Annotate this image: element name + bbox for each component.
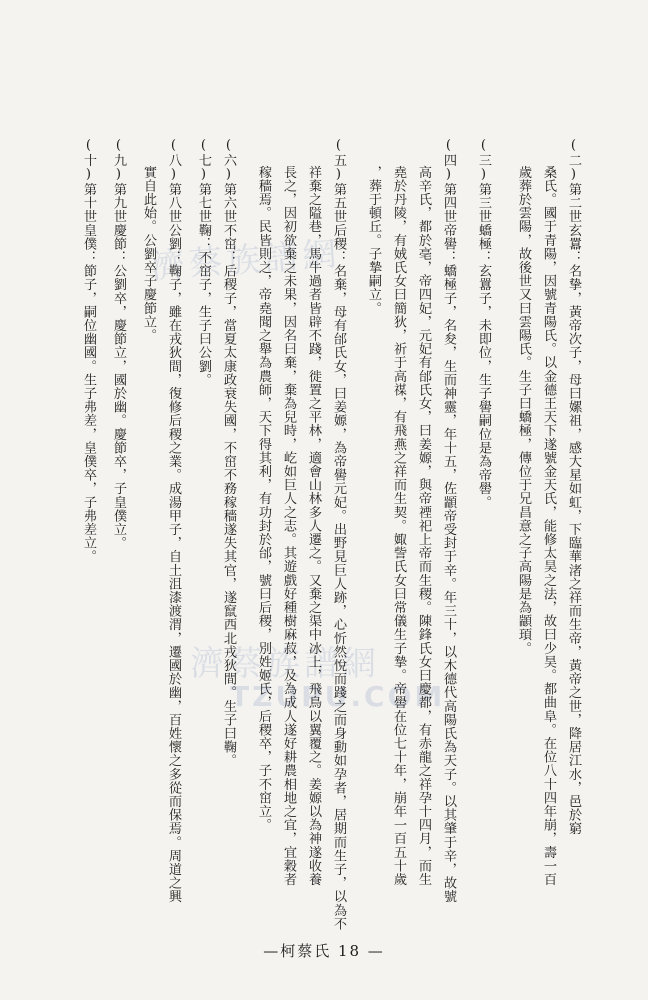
text-column-9: (五)第五世后稷：名棄，母有邰氏女，曰姜嫄，為帝嚳元妃。出野見巨人跡，心忻然悅而踐之而身動如孕者，居期而生子，以為不: [331, 138, 346, 931]
text-column-17: (九)第九世慶節：公劉卒，慶節立，國於幽。慶節卒，子皇僕立。: [111, 138, 126, 550]
text-column-7: 堯於丹陵，有娀氏女曰簡狄，祈于高禖，有飛燕之祥而生契。娵訾氏女曰常儀生子摯。帝嚳在位七十年，崩年一百五十歲: [391, 138, 406, 886]
text-column-6: 高辛氏，都於亳，帝四妃，元妃有邰氏女，曰姜嫄，與帝禋祀上帝而生稷。陳鋒氏女曰慶都，有赤龍之祥孕十四月，而生: [416, 138, 431, 886]
page-footer: —柯蔡氏 18 —: [263, 942, 385, 960]
text-column-18: (十)第十世皇僕：節子，嗣位幽國。生子弗差，皇僕卒，子弗差立。: [81, 138, 96, 564]
watermark-text-bottom: 濟蔡族譜網: [190, 644, 380, 684]
text-column-3: 歲葬於雲陽，故後世又曰雲陽氏。生子曰蟜極，傳位于兄昌意之子高陽是為顓頊。: [516, 138, 531, 655]
text-column-15: (八)第八世公劉：鞠子，雖在戎狄間，復修后稷之業。成湯甲子，自土沮漆渡渭，遷國於幽，百姓懷之多從而保焉。周道之興: [166, 138, 181, 904]
text-column-4: (三)第三世蟜極：玄囂子，未即位，生子嚳嗣位是為帝嚳。: [476, 138, 491, 509]
text-column-8: ，葬于頓丘。子摯嗣立。: [366, 138, 381, 315]
text-column-14: (七)第七世鞠：不窋子，生子曰公劉。: [196, 138, 211, 387]
text-column-10: 祥棄之隘巷，馬牛過者皆辟不踐，徙置之平林，適會山林多人遷之。又棄之渠中冰上，飛鳥以翼覆之。姜嫄以為神遂收養: [306, 138, 321, 886]
text-column-12: 稼穡焉。民皆則之，帝堯聞之舉為農師，天下得其利，有功封於邰，號曰后稷，別姓姬氏，后稷卒，子不窋立。: [256, 138, 271, 832]
text-column-5: (四)第四世帝嚳：蟜極子，名夋，生而神靈，年十五，佐顓帝受封于辛。年三十，以木德代高陽氏為天子。以其肇于辛，故號: [441, 138, 456, 904]
text-column-16: 實自此始。公劉卒子慶節立。: [141, 138, 156, 342]
watermark-text-top: 濟蔡族譜網: [149, 234, 342, 288]
text-column-13: (六)第六世不窋：后稷子，當夏太康政衰失國，不窋不務稼穡遂失其官，遂竄西北戎狄間。生子曰鞠。: [221, 138, 236, 768]
text-column-1: (二)第二世玄囂：名挚，黃帝次子，母曰嫘祖，感大星如虹，下臨華渚之祥而生帝，黃帝之世，降居江水，邑於窮: [566, 138, 581, 836]
text-column-11: 長之，因初欲棄之未果，因名曰棄，棄為兒時，屹如巨人之志。其遊戲好種樹麻菽，及為成人遂好耕農相地之宜，宜穀者: [281, 138, 296, 886]
watermark-url: TZUPU.COM: [230, 680, 446, 713]
text-column-2: 桑氏。國于青陽，因號青陽氏。以金德王天下遂號金天氏，能修太昊之法，故曰少昊。都曲阜。在位八十四年崩，壽一百: [541, 138, 556, 886]
